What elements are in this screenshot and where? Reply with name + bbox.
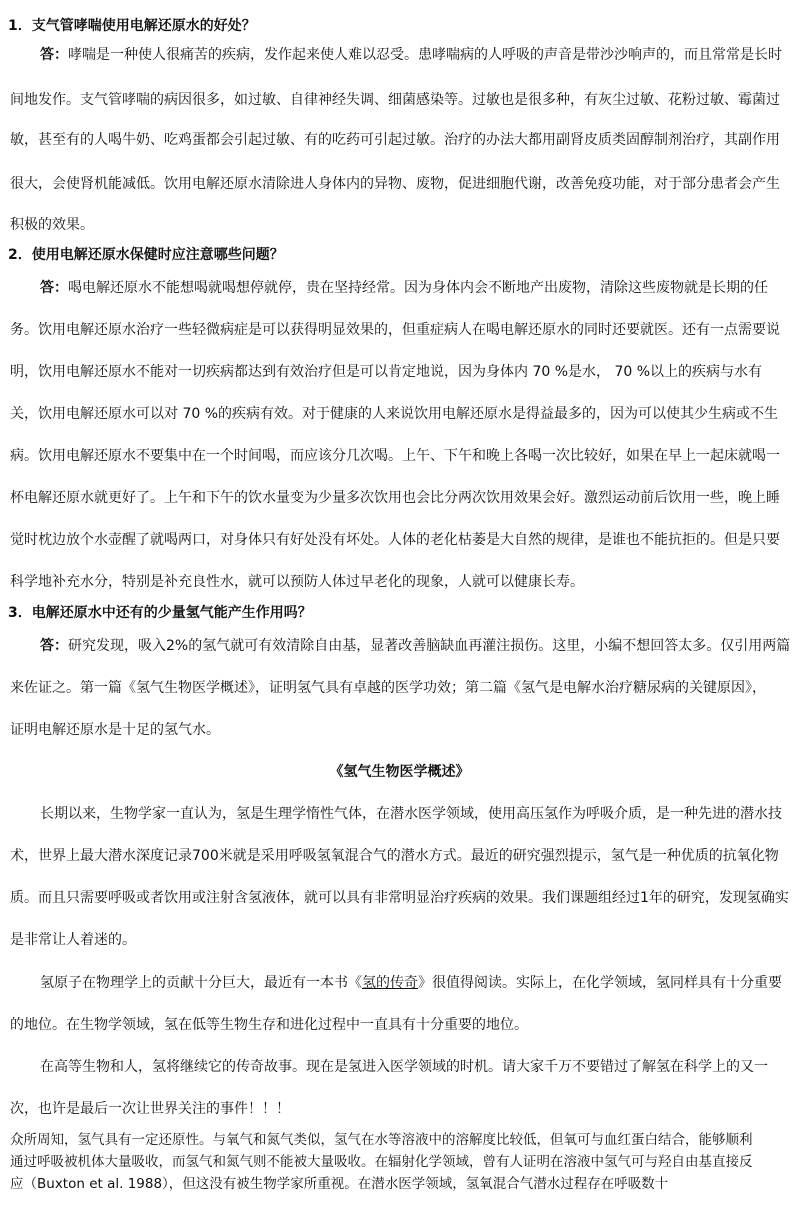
article-p1-line-3: 质。而且只需要呼吸或者饮用或注射含氢液体，就可以具有非常明显治疗疾病的效果。我们课题组经过1年的研究，发现氢确实	[10, 890, 789, 906]
answer-2-line-7: 觉时枕边放个水壶醒了就喝两口，对身体只有好处没有坏处。人体的老化枯萎是大自然的规律，是谁也不能抗拒的。但是只要	[10, 532, 780, 548]
article-p3-line-1: 在高等生物和人，氢将继续它的传奇故事。现在是氢进入医学领域的时机。请大家千万不要错过了解氢在科学上的又一	[40, 1059, 768, 1075]
question-2-heading: 2．使用电解还原水保健时应注意哪些问题？	[8, 247, 284, 263]
article-p1-line-1: 长期以来，生物学家一直认为，氢是生理学惰性气体，在潜水医学领域，使用高压氢作为呼吸介质，是一种先进的潜水技	[40, 806, 782, 822]
answer-1-line-4: 很大，会使肾机能减低。饮用电解还原水清除进人身体内的异物、废物，促进细胞代谢，改善免疫功能，对于部分患者会产生	[10, 176, 780, 192]
article-p3-line-2: 次，也许是最后一次让世界关注的事件！！！	[10, 1101, 290, 1117]
article-p4-line-2: 通过呼吸被机体大量吸收，而氢气和氮气则不能被大量吸收。在辐射化学领域，曾有人证明在溶液中氢气可与羟自由基直接反	[10, 1154, 753, 1170]
answer-1-line-2: 间地发作。支气管哮喘的病因很多，如过敏、自律神经失调、细菌感染等。过敏也是很多种，有灰尘过敏、花粉过敏、霉菌过	[10, 92, 780, 108]
book-link[interactable]: 氢的传奇	[362, 975, 418, 991]
answer-2-line-2: 务。饮用电解还原水治疗一些轻微病症是可以获得明显效果的，但重症病人在喝电解还原水的同时还要就医。还有一点需要说	[10, 322, 780, 338]
article-p2-line-1: 氢原子在物理学上的贡献十分巨大，最近有一本书《氢的传奇》很值得阅读。实际上，在化学领域，氢同样具有十分重要	[40, 975, 782, 991]
answer-2-line-6: 杯电解还原水就更好了。上午和下午的饮水量变为少量多次饮用也会比分两次饮用效果会好。激烈运动前后饮用一些，晚上睡	[10, 490, 780, 506]
article-p1-line-2: 术，世界上最大潜水深度记录700米就是采用呼吸氢氧混合气的潜水方式。最近的研究强烈提示，氢气是一种优质的抗氧化物	[10, 848, 779, 864]
answer-2-line-3: 明，饮用电解还原水不能对一切疾病都达到有效治疗但是可以肯定地说，因为身体内 70 %是水， 70 %以上的疾病与水有	[10, 364, 763, 380]
article-p4-line-3: 应（Buxton et al. 1988），但这没有被生物学家所重视。在潜水医学领域，氢氧混合气潜水过程存在呼吸数十	[10, 1176, 669, 1192]
answer-2-line-1: 答：喝电解还原水不能想喝就喝想停就停，贵在坚持经常。因为身体内会不断地产出废物，清除这些废物就是长期的任	[40, 280, 768, 296]
question-3-heading: 3．电解还原水中还有的少量氢气能产生作用吗？	[8, 605, 312, 621]
answer-3-line-1: 答：研究发现，吸入2%的氢气就可有效清除自由基，显著改善脑缺血再灌注损伤。这里，小编不想回答太多。仅引用两篇	[40, 638, 791, 654]
answer-2-line-4: 关，饮用电解还原水可以对 70 %的疾病有效。对于健康的人来说饮用电解还原水是得益最多的，因为可以使其少生病或不生	[10, 406, 779, 422]
article-p1-line-4: 是非常让人着迷的。	[10, 932, 136, 948]
answer-3-line-2: 来佐证之。第一篇《氢气生物医学概述》，证明氢气具有卓越的医学功效；第二篇《氢气是电解水治疗糖尿病的关键原因》，	[10, 680, 766, 696]
answer-1-line-1: 答：哮喘是一种使人很痛苦的疾病，发作起来使人难以忍受。患哮喘病的人呼吸的声音是带沙沙响声的，而且常常是长时	[40, 47, 782, 63]
answer-label: 答：	[40, 280, 68, 296]
article-p2-line-2: 的地位。在生物学领域，氢在低等生物生存和进化过程中一直具有十分重要的地位。	[10, 1017, 528, 1033]
question-1-heading: 1．支气管哮喘使用电解还原水的好处？	[8, 18, 256, 34]
answer-2-line-8: 科学地补充水分，特别是补充良性水，就可以预防人体过早老化的现象，人就可以健康长寿。	[10, 574, 584, 590]
article-title: 《氢气生物医学概述》	[329, 764, 470, 780]
answer-3-line-3: 证明电解还原水是十足的氢气水。	[10, 722, 220, 738]
answer-label: 答：	[40, 638, 68, 654]
answer-2-line-5: 病。饮用电解还原水不要集中在一个时间喝，而应该分几次喝。上午、下午和晚上各喝一次比较好，如果在早上一起床就喝一	[10, 448, 780, 464]
answer-1-line-5: 积极的效果。	[10, 217, 94, 233]
answer-label: 答：	[40, 47, 68, 63]
article-p4-line-1: 众所周知，氢气具有一定还原性。与氧气和氮气类似，氢气在水等溶液中的溶解度比较低，但氧可与血红蛋白结合，能够顺利	[10, 1132, 753, 1148]
answer-1-line-3: 敏，甚至有的人喝牛奶、吃鸡蛋都会引起过敏、有的吃药可引起过敏。治疗的办法大都用副肾皮质类固醇制剂治疗，其副作用	[10, 132, 780, 148]
